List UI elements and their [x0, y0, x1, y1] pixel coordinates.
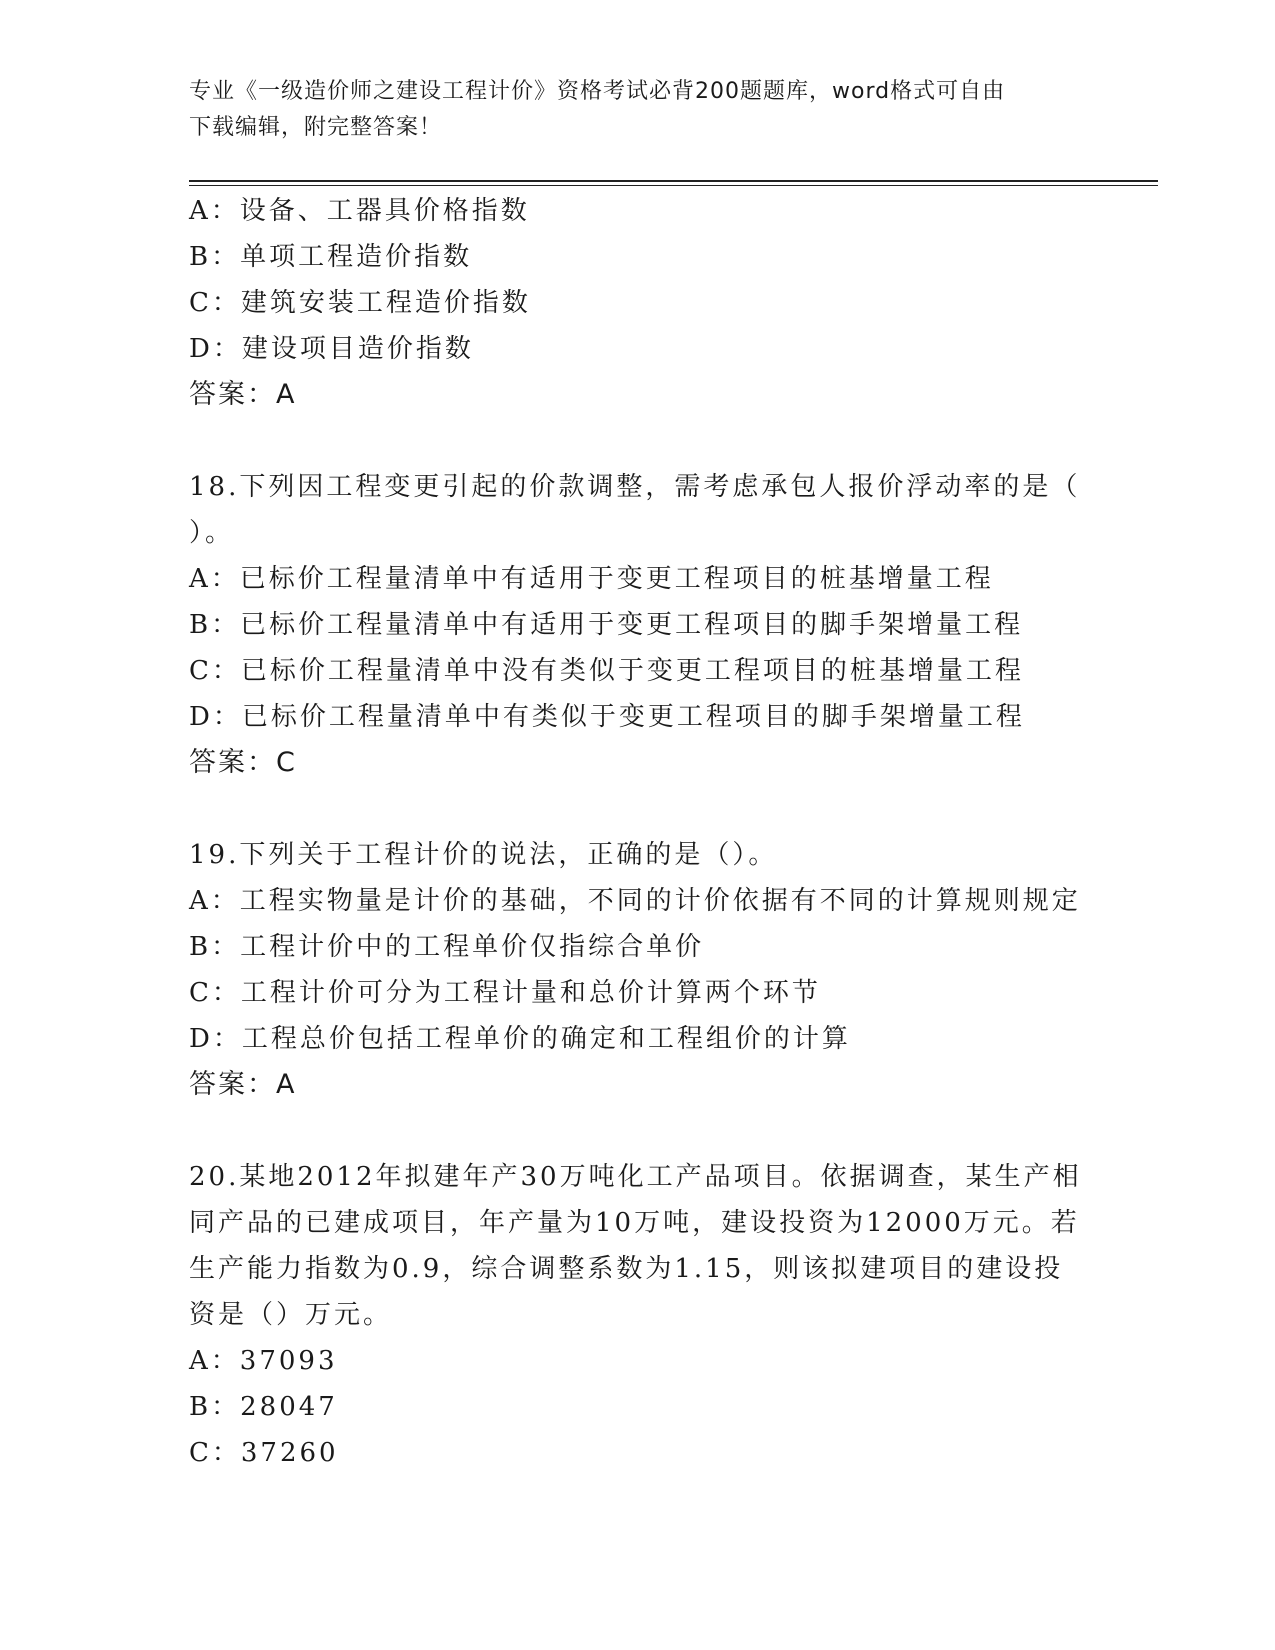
question-19 — [189, 832, 1089, 1108]
question-stem-line: 生产能力指数为0.9，综合调整系数为1.15，则该拟建项目的建设投 — [189, 1254, 1064, 1284]
option-b: B：28047 — [189, 1392, 338, 1422]
question-stem-line: 19.下列关于工程计价的说法，正确的是（）。 — [189, 840, 778, 870]
question-stem-line: ）。 — [189, 518, 235, 548]
option-a: A：工程实物量是计价的基础，不同的计价依据有不同的计算规则规定 — [189, 886, 1081, 916]
question-18 — [189, 464, 1089, 786]
question-17 — [189, 188, 1089, 418]
question-stem-line: 20.某地2012年拟建年产30万吨化工产品项目。依据调查，某生产相 — [189, 1162, 1082, 1192]
header-divider-thin — [189, 185, 1158, 186]
option-c: C：已标价工程量清单中没有类似于变更工程项目的桩基增量工程 — [189, 656, 1024, 686]
option-b: B：工程计价中的工程单价仅指综合单价 — [189, 932, 705, 962]
option-d: D：已标价工程量清单中有类似于变更工程项目的脚手架增量工程 — [189, 702, 1025, 732]
option-c: C：工程计价可分为工程计量和总价计算两个环节 — [189, 978, 821, 1008]
answer: 答案：A — [189, 1069, 297, 1100]
question-content — [189, 188, 1089, 1476]
document-header — [189, 74, 1069, 146]
header-line-2: 下载编辑，附完整答案！ — [189, 115, 443, 140]
option-b: B：单项工程造价指数 — [189, 242, 473, 272]
answer: 答案：A — [189, 379, 297, 410]
answer: 答案：C — [189, 747, 297, 778]
question-stem-line: 同产品的已建成项目，年产量为10万吨，建设投资为12000万元。若 — [189, 1208, 1080, 1238]
option-a: A：设备、工器具价格指数 — [189, 196, 530, 226]
question-20 — [189, 1154, 1089, 1476]
option-a: A：已标价工程量清单中有适用于变更工程项目的桩基增量工程 — [189, 564, 994, 594]
option-b: B：已标价工程量清单中有适用于变更工程项目的脚手架增量工程 — [189, 610, 1024, 640]
option-d: D：建设项目造价指数 — [189, 334, 474, 364]
option-d: D：工程总价包括工程单价的确定和工程组价的计算 — [189, 1024, 851, 1054]
option-a: A：37093 — [189, 1346, 338, 1376]
option-c: C：37260 — [189, 1438, 339, 1468]
question-stem-line: 资是（）万元。 — [189, 1300, 393, 1330]
question-stem-line: 18.下列因工程变更引起的价款调整，需考虑承包人报价浮动率的是（ — [189, 472, 1081, 502]
header-line-1: 专业《一级造价师之建设工程计价》资格考试必背200题题库，word格式可自由 — [189, 79, 1006, 104]
option-c: C：建筑安装工程造价指数 — [189, 288, 531, 318]
header-divider-thick — [189, 180, 1158, 182]
